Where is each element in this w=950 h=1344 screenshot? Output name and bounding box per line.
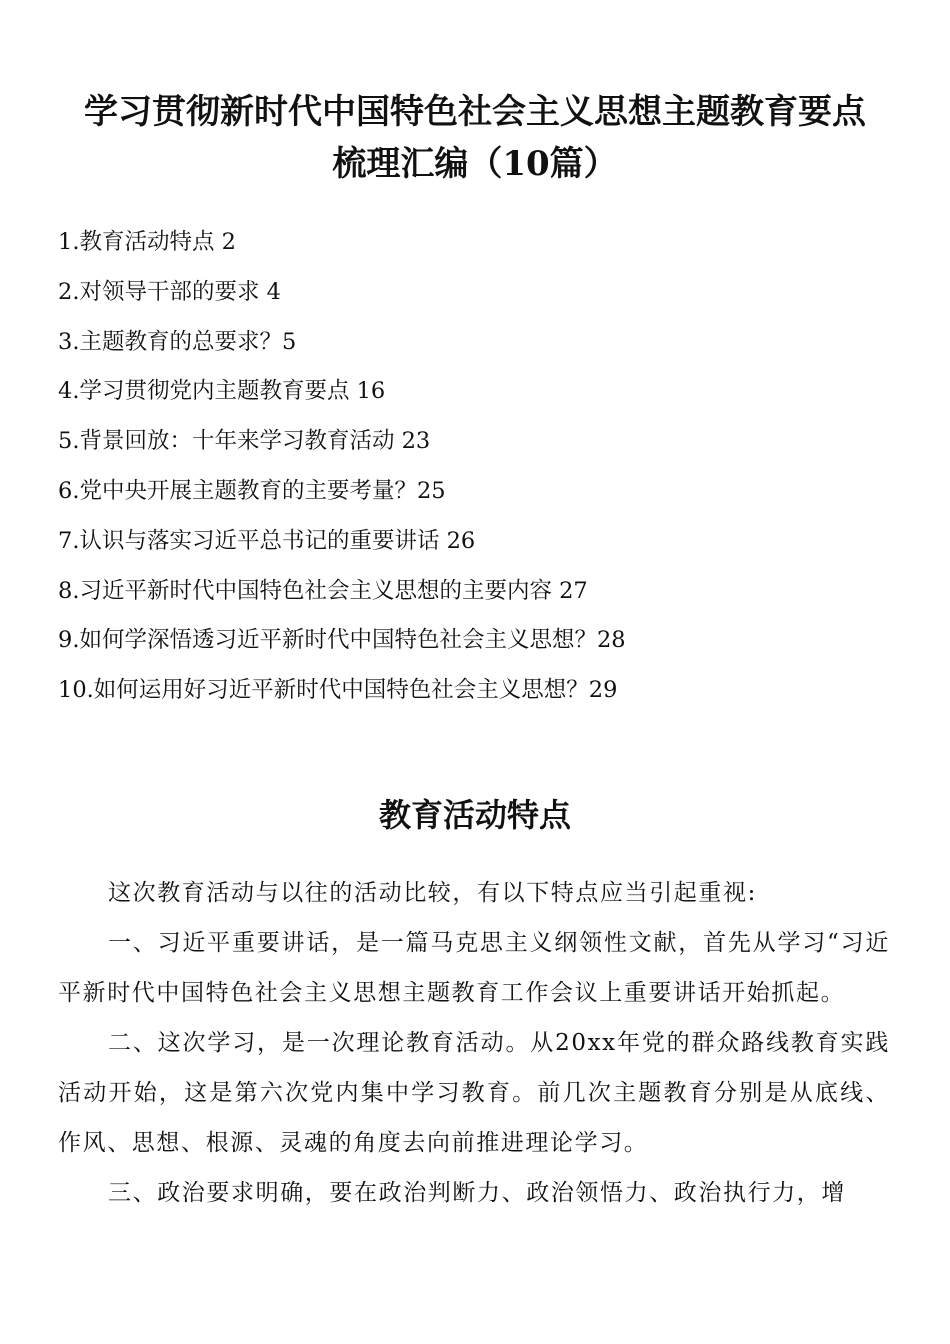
body-paragraph: 二、这次学习，是一次理论教育活动。从20xx年党的群众路线教育实践活动开始，这是第六次党内集中学习教育。前几次主题教育分别是从底线、作风、思想、根源、灵魂的角度去向前推进理论学习。 — [58, 1030, 890, 1156]
toc-item: 2.对领导干部的要求 4 — [58, 278, 281, 305]
toc-item: 5.背景回放：十年来学习教育活动 23 — [58, 428, 431, 455]
toc-item: 7.认识与落实习近平总书记的重要讲话 26 — [58, 527, 476, 554]
toc-item: 8.习近平新时代中国特色社会主义思想的主要内容 27 — [58, 577, 588, 604]
toc-item: 10.如何运用好习近平新时代中国特色社会主义思想？29 — [58, 677, 618, 704]
toc-item: 4.学习贯彻党内主题教育要点 16 — [58, 378, 386, 405]
body-paragraph: 一、习近平重要讲话，是一篇马克思主义纲领性文献，首先从学习“习近平新时代中国特色社会主义思想主题教育工作会议上重要讲话开始抓起。 — [58, 930, 890, 1006]
body-paragraph: 三、政治要求明确，要在政治判断力、政治领悟力、政治执行力，增 — [108, 1180, 846, 1206]
toc-item: 6.党中央开展主题教育的主要考量？25 — [58, 477, 446, 504]
section-heading: 教育活动特点 — [378, 796, 571, 834]
document-title-line-2: 梳理汇编（10篇） — [332, 144, 618, 184]
toc-item: 9.如何学深悟透习近平新时代中国特色社会主义思想？28 — [58, 627, 626, 654]
toc-item: 1.教育活动特点 2 — [58, 229, 236, 255]
table-of-contents — [58, 222, 626, 720]
toc-item: 3.主题教育的总要求？5 — [58, 328, 297, 355]
document-title-line-1: 学习贯彻新时代中国特色社会主义思想主题教育要点 — [84, 92, 866, 132]
body-paragraph: 这次教育活动与以往的活动比较，有以下特点应当引起重视: — [108, 880, 757, 906]
section-body — [58, 868, 890, 1218]
